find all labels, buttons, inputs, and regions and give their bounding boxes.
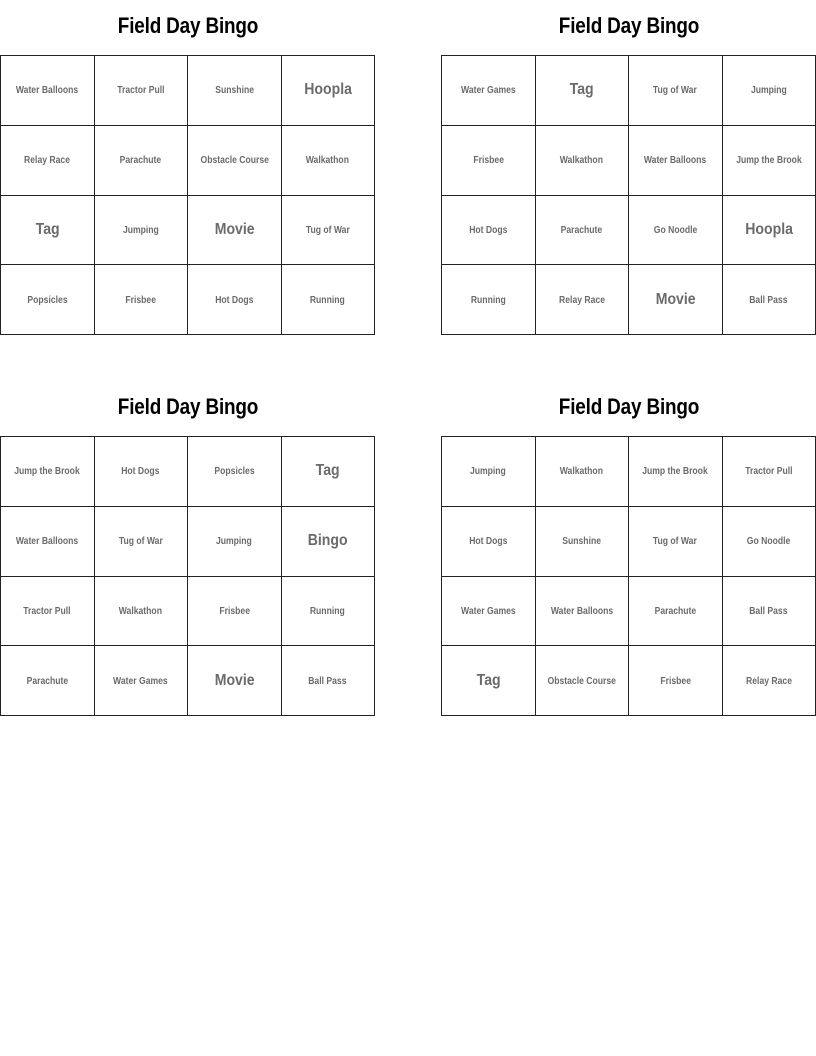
bingo-cell-label: Jumping — [216, 535, 253, 548]
bingo-cell-label: Running — [310, 293, 346, 306]
bingo-cell — [1, 196, 95, 266]
bingo-cell-label: Movie — [214, 220, 255, 238]
bingo-cell — [723, 437, 816, 507]
bingo-cell-label: Sunshine — [562, 535, 602, 548]
bingo-cell-label: Tag — [476, 671, 501, 689]
bingo-cell-label: Running — [470, 293, 506, 306]
bingo-cell — [95, 646, 189, 716]
bingo-cell-label: Relay Race — [558, 293, 605, 306]
bingo-cell-label: Ball Pass — [308, 674, 347, 687]
bingo-cell-label: Go Noodle — [746, 535, 791, 548]
bingo-cell — [282, 56, 376, 126]
bingo-cell — [282, 507, 376, 577]
bingo-cell — [282, 265, 376, 335]
bingo-cell-label: Parachute — [560, 223, 603, 236]
bingo-cell-label: Parachute — [119, 154, 162, 167]
bingo-cell-label: Bingo — [307, 532, 348, 550]
bingo-cell — [442, 126, 536, 196]
bingo-cell — [188, 56, 282, 126]
card-title: Field Day Bingo — [558, 13, 700, 38]
bingo-cell-label: Obstacle Course — [200, 154, 269, 167]
bingo-cell-label: Hoopla — [744, 220, 793, 238]
bingo-cell-label: Tractor Pull — [745, 465, 793, 478]
bingo-cell — [723, 126, 816, 196]
bingo-cell-label: Hot Dogs — [469, 223, 508, 236]
bingo-cell-label: Water Balloons — [550, 604, 613, 617]
bingo-cell — [188, 265, 282, 335]
bingo-cell-label: Popsicles — [27, 293, 68, 306]
bingo-cell — [723, 265, 816, 335]
bingo-cell-label: Hoopla — [303, 81, 352, 99]
bingo-cell — [442, 577, 536, 647]
bingo-cell-label: Walkathon — [560, 154, 604, 167]
bingo-cell-label: Running — [310, 604, 346, 617]
bingo-cell — [536, 265, 630, 335]
bingo-cell — [188, 126, 282, 196]
bingo-cell — [629, 265, 723, 335]
bingo-cell — [442, 437, 536, 507]
bingo-cell — [1, 56, 95, 126]
bingo-cell-label: Water Balloons — [644, 154, 707, 167]
bingo-cell — [95, 265, 189, 335]
bingo-cell-label: Tug of War — [118, 535, 163, 548]
bingo-cell-label: Walkathon — [560, 465, 604, 478]
bingo-cell-label: Tug of War — [305, 223, 350, 236]
bingo-cell — [442, 507, 536, 577]
bingo-cell — [536, 196, 630, 266]
bingo-cell — [282, 577, 376, 647]
bingo-cell — [1, 265, 95, 335]
bingo-cell — [536, 577, 630, 647]
bingo-cell-label: Frisbee — [125, 293, 157, 306]
bingo-cell-label: Tug of War — [653, 84, 698, 97]
bingo-cell-label: Frisbee — [472, 154, 504, 167]
card-title: Field Day Bingo — [117, 13, 259, 38]
bingo-cell — [442, 646, 536, 716]
bingo-cell-label: Jumping — [470, 465, 507, 478]
bingo-cell-label: Walkathon — [306, 154, 350, 167]
bingo-cell — [629, 507, 723, 577]
card-title: Field Day Bingo — [117, 394, 259, 419]
bingo-cell-label: Jump the Brook — [642, 465, 709, 478]
bingo-cell — [1, 126, 95, 196]
bingo-cell — [536, 507, 630, 577]
bingo-cell-label: Go Noodle — [653, 223, 698, 236]
bingo-cell — [536, 437, 630, 507]
bingo-cell — [1, 437, 95, 507]
bingo-cell — [536, 646, 630, 716]
bingo-cell-label: Jumping — [122, 223, 159, 236]
bingo-cell — [442, 265, 536, 335]
bingo-cell-label: Water Games — [460, 604, 516, 617]
bingo-cell — [188, 196, 282, 266]
bingo-cell — [282, 437, 376, 507]
bingo-cell — [629, 196, 723, 266]
bingo-cell — [723, 507, 816, 577]
bingo-cell-label: Movie — [214, 671, 255, 689]
card-title: Field Day Bingo — [558, 394, 700, 419]
bingo-cell-label: Hot Dogs — [215, 293, 254, 306]
bingo-cell — [188, 507, 282, 577]
bingo-cell — [442, 196, 536, 266]
bingo-cell — [188, 577, 282, 647]
bingo-cell-label: Frisbee — [218, 604, 250, 617]
bingo-cell-label: Jump the Brook — [735, 154, 802, 167]
bingo-cell-label: Tag — [569, 81, 594, 99]
bingo-cell — [282, 196, 376, 266]
bingo-cell — [629, 646, 723, 716]
bingo-cell-label: Jump the Brook — [14, 465, 81, 478]
bingo-cell-label: Parachute — [26, 674, 69, 687]
bingo-cell — [95, 56, 189, 126]
bingo-cell — [723, 577, 816, 647]
bingo-cell-label: Tag — [315, 462, 340, 480]
bingo-cell-label: Ball Pass — [749, 604, 788, 617]
bingo-cell — [1, 507, 95, 577]
bingo-cell — [723, 56, 816, 126]
bingo-cell-label: Water Balloons — [16, 84, 79, 97]
bingo-grid — [0, 436, 375, 716]
bingo-cell — [95, 437, 189, 507]
bingo-cell — [723, 196, 816, 266]
bingo-cell — [1, 646, 95, 716]
bingo-cell — [629, 577, 723, 647]
bingo-cell — [95, 577, 189, 647]
bingo-cell — [442, 56, 536, 126]
bingo-cell-label: Tug of War — [653, 535, 698, 548]
bingo-cell-label: Water Games — [460, 84, 516, 97]
bingo-cell-label: Jumping — [750, 84, 787, 97]
bingo-cell-label: Walkathon — [119, 604, 163, 617]
bingo-cell-label: Movie — [655, 290, 696, 308]
bingo-cell-label: Water Games — [113, 674, 169, 687]
bingo-cell — [95, 507, 189, 577]
bingo-grid — [0, 55, 375, 335]
bingo-cell — [1, 577, 95, 647]
bingo-cell — [188, 646, 282, 716]
bingo-cell — [95, 196, 189, 266]
bingo-cell — [629, 126, 723, 196]
bingo-cell-label: Hot Dogs — [121, 465, 160, 478]
bingo-cell-label: Relay Race — [24, 154, 71, 167]
bingo-cell-label: Obstacle Course — [547, 674, 616, 687]
bingo-cell — [629, 437, 723, 507]
bingo-cell-label: Frisbee — [659, 674, 691, 687]
bingo-grid — [441, 55, 816, 335]
bingo-cell-label: Water Balloons — [16, 535, 79, 548]
bingo-cell-label: Hot Dogs — [469, 535, 508, 548]
bingo-cell — [95, 126, 189, 196]
bingo-cell — [536, 126, 630, 196]
bingo-cell-label: Ball Pass — [749, 293, 788, 306]
bingo-grid — [441, 436, 816, 716]
bingo-cell-label: Parachute — [654, 604, 697, 617]
bingo-cell-label: Tag — [35, 220, 60, 238]
bingo-cell — [629, 56, 723, 126]
bingo-cell-label: Popsicles — [214, 465, 255, 478]
bingo-cell — [282, 126, 376, 196]
bingo-cell-label: Sunshine — [214, 84, 254, 97]
bingo-cell — [282, 646, 376, 716]
bingo-cell — [723, 646, 816, 716]
bingo-cell-label: Tractor Pull — [23, 604, 71, 617]
bingo-cell-label: Tractor Pull — [117, 84, 165, 97]
bingo-cell-label: Relay Race — [745, 674, 792, 687]
bingo-cell — [188, 437, 282, 507]
bingo-cell — [536, 56, 630, 126]
